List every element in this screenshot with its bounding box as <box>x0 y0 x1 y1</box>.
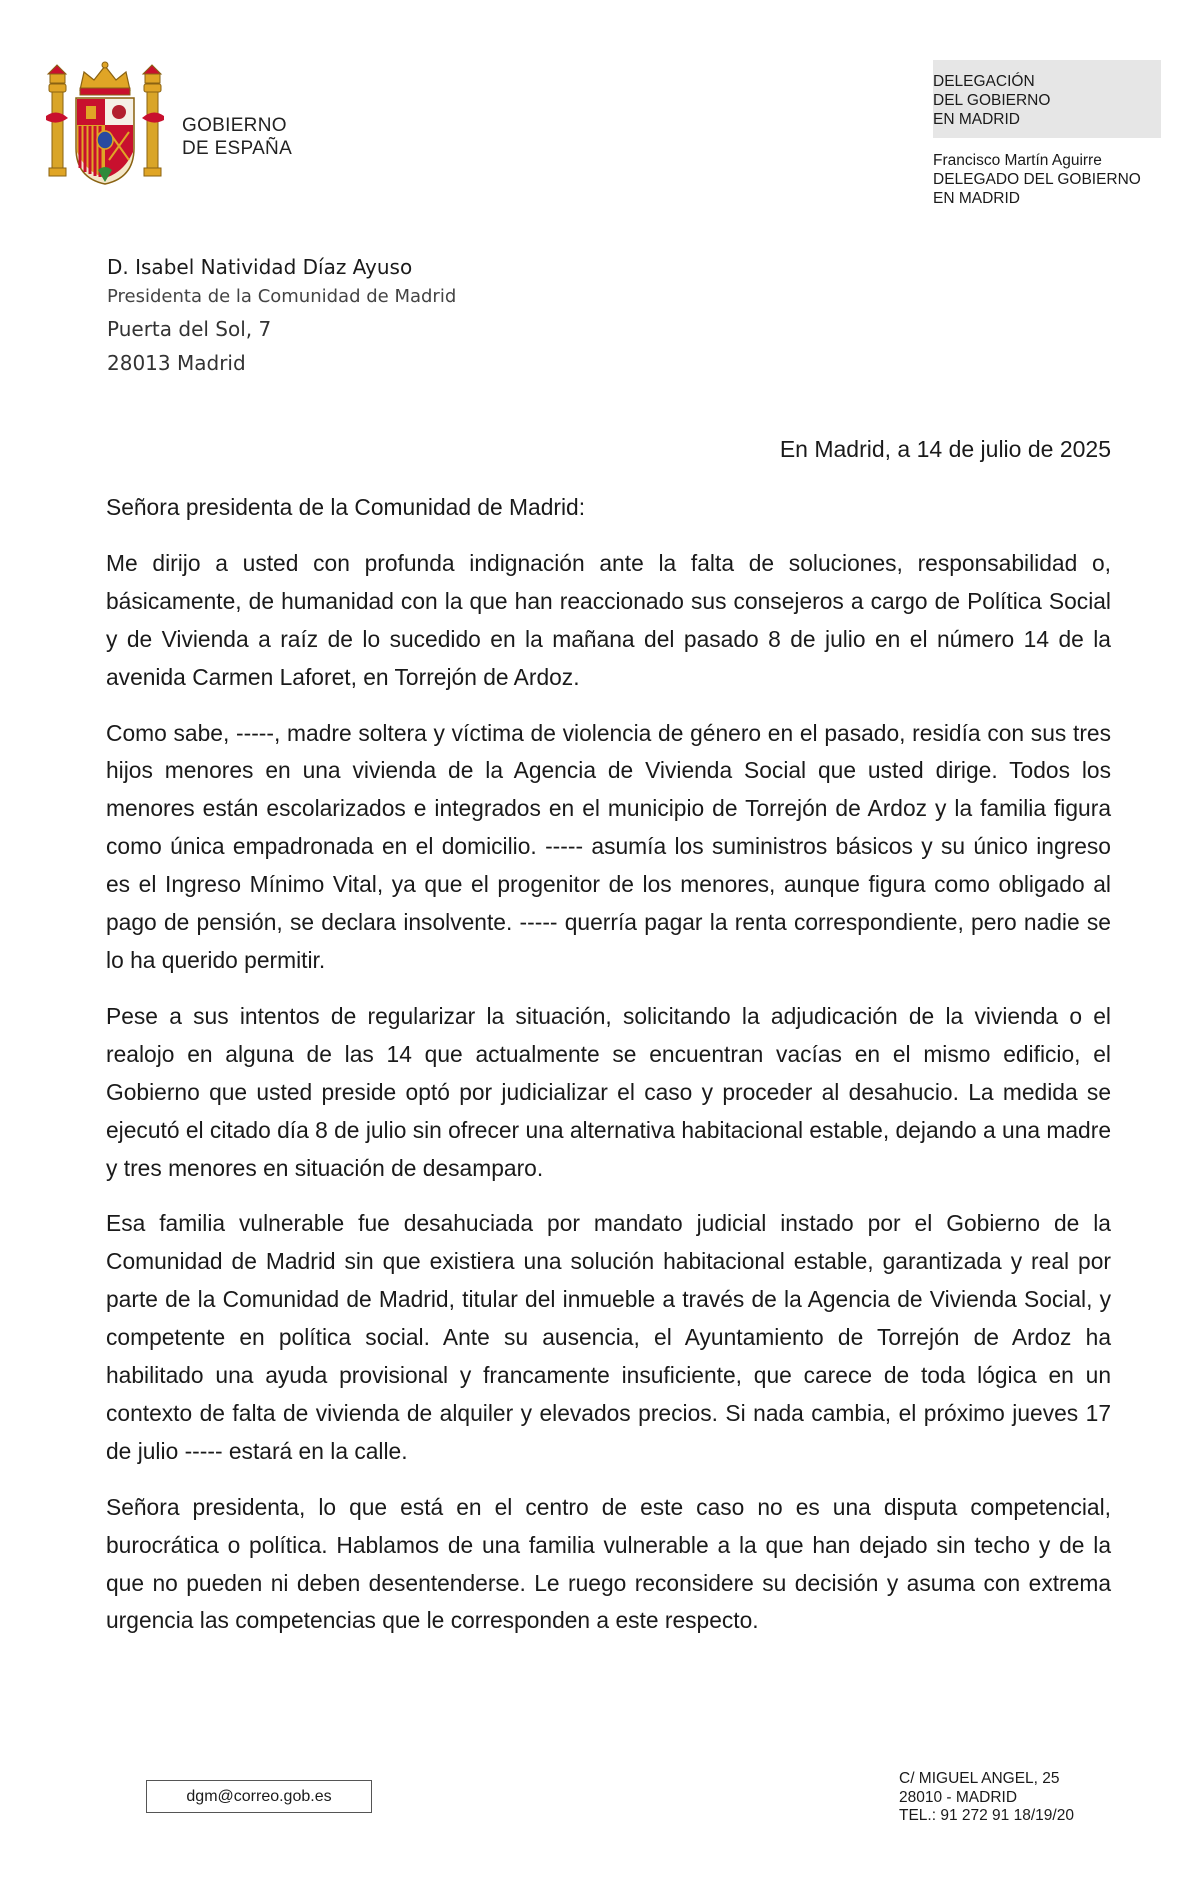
footer-email: dgm@correo.gob.es <box>186 1787 332 1805</box>
footer-address-line: TEL.: 91 272 91 18/19/20 <box>899 1807 1074 1824</box>
salutation: Señora presidenta de la Comunidad de Madrid: <box>106 494 586 520</box>
footer-address-line: 28010 - MADRID <box>899 1788 1018 1806</box>
footer-address <box>899 1770 1074 1826</box>
government-name-line1: GOBIERNO <box>182 115 287 136</box>
delegate-title-line: EN MADRID <box>933 190 1020 207</box>
spanish-coat-of-arms-logo <box>46 60 164 190</box>
body-paragraph: Esa familia vulnerable fue desahuciada por mandato judicial instado por el Gobierno de la Comunidad de Madrid sin que existiera una solución habitacional estable, garantizada y real por parte de la Comunidad de Madrid, titular del inmueble a través de la Agencia de Vivienda Social, y competente en política social. Ante su ausencia, el Ayuntamiento de Torrejón de Ardoz ha habilitado una ayuda provisional y francamente insuficiente, que carece de toda lógica en un contexto de falta de vivienda de alquiler y elevados precios. Si nada cambia, el próximo jueves 17 de julio ----- estará en la calle. <box>106 1210 1111 1464</box>
body-paragraph: Me dirijo a usted con profunda indignación ante la falta de soluciones, responsabilidad o, básicamente, de humanidad con la que han reaccionado sus consejeros a cargo de Política Social y de Vivienda a raíz de lo sucedido en la mañana del pasado 8 de julio en el número 14 de la avenida Carmen Laforet, en Torrejón de Ardoz. <box>106 549 1111 690</box>
body-paragraph: Como sabe, -----, madre soltera y víctima de violencia de género en el pasado, residía con sus tres hijos menores en una vivienda de la Agencia de Vivienda Social que usted dirige. Todos los menores están escolarizados e integrados en el municipio de Torrejón de Ardoz y la familia figura como única empadronada en el domicilio. ----- asumía los suministros básicos y su único ingreso es el Ingreso Mínimo Vital, ya que el progenitor de los menores, aunque figura como obligado al pago de pensión, se declara insolvente. ----- querría pagar la renta correspondiente, pero nadie se lo ha querido permitir. <box>106 719 1111 973</box>
delegation-line: DEL GOBIERNO <box>933 92 1051 109</box>
letter-body <box>106 489 1111 1658</box>
delegate-title-line: DELEGADO DEL GOBIERNO <box>933 171 1141 188</box>
delegate-signature-block <box>933 151 1141 208</box>
delegate-name: Francisco Martín Aguirre <box>933 152 1102 169</box>
footer-email-box <box>146 1780 372 1813</box>
delegation-box <box>933 60 1161 138</box>
body-paragraph: Pese a sus intentos de regularizar la situación, solicitando la adjudicación de la vivienda o el realojo en alguna de las 14 que actualmente se encuentran vacías en el mismo edificio, el Gobierno que usted preside optó por judicializar el caso y proceder al desahucio. La medida se ejecutó el citado día 8 de julio sin ofrecer una alternativa habitacional estable, dejando a una madre y tres menores en situación de desamparo. <box>106 1002 1111 1181</box>
recipient-street: Puerta del Sol, 7 <box>107 317 272 341</box>
delegation-line: DELEGACIÓN <box>933 73 1035 90</box>
government-name <box>182 114 292 160</box>
recipient-block <box>107 252 456 380</box>
government-name-line2: DE ESPAÑA <box>182 138 293 159</box>
recipient-role: Presidenta de la Comunidad de Madrid <box>107 286 457 307</box>
footer-address-line: C/ MIGUEL ANGEL, 25 <box>899 1770 1060 1787</box>
delegation-line: EN MADRID <box>933 111 1020 128</box>
body-paragraph: Señora presidenta, lo que está en el centro de este caso no es una disputa competencial, burocrática o política. Hablamos de una familia vulnerable a la que han dejado sin techo y de la que no pueden ni deben desentenderse. Le ruego reconsidere su decisión y asuma con extrema urgencia las competencias que le corresponden a este respecto. <box>106 1493 1111 1634</box>
recipient-city: 28013 Madrid <box>107 351 246 375</box>
recipient-name: D. Isabel Natividad Díaz Ayuso <box>107 255 413 279</box>
letter-date: En Madrid, a 14 de julio de 2025 <box>779 436 1111 462</box>
